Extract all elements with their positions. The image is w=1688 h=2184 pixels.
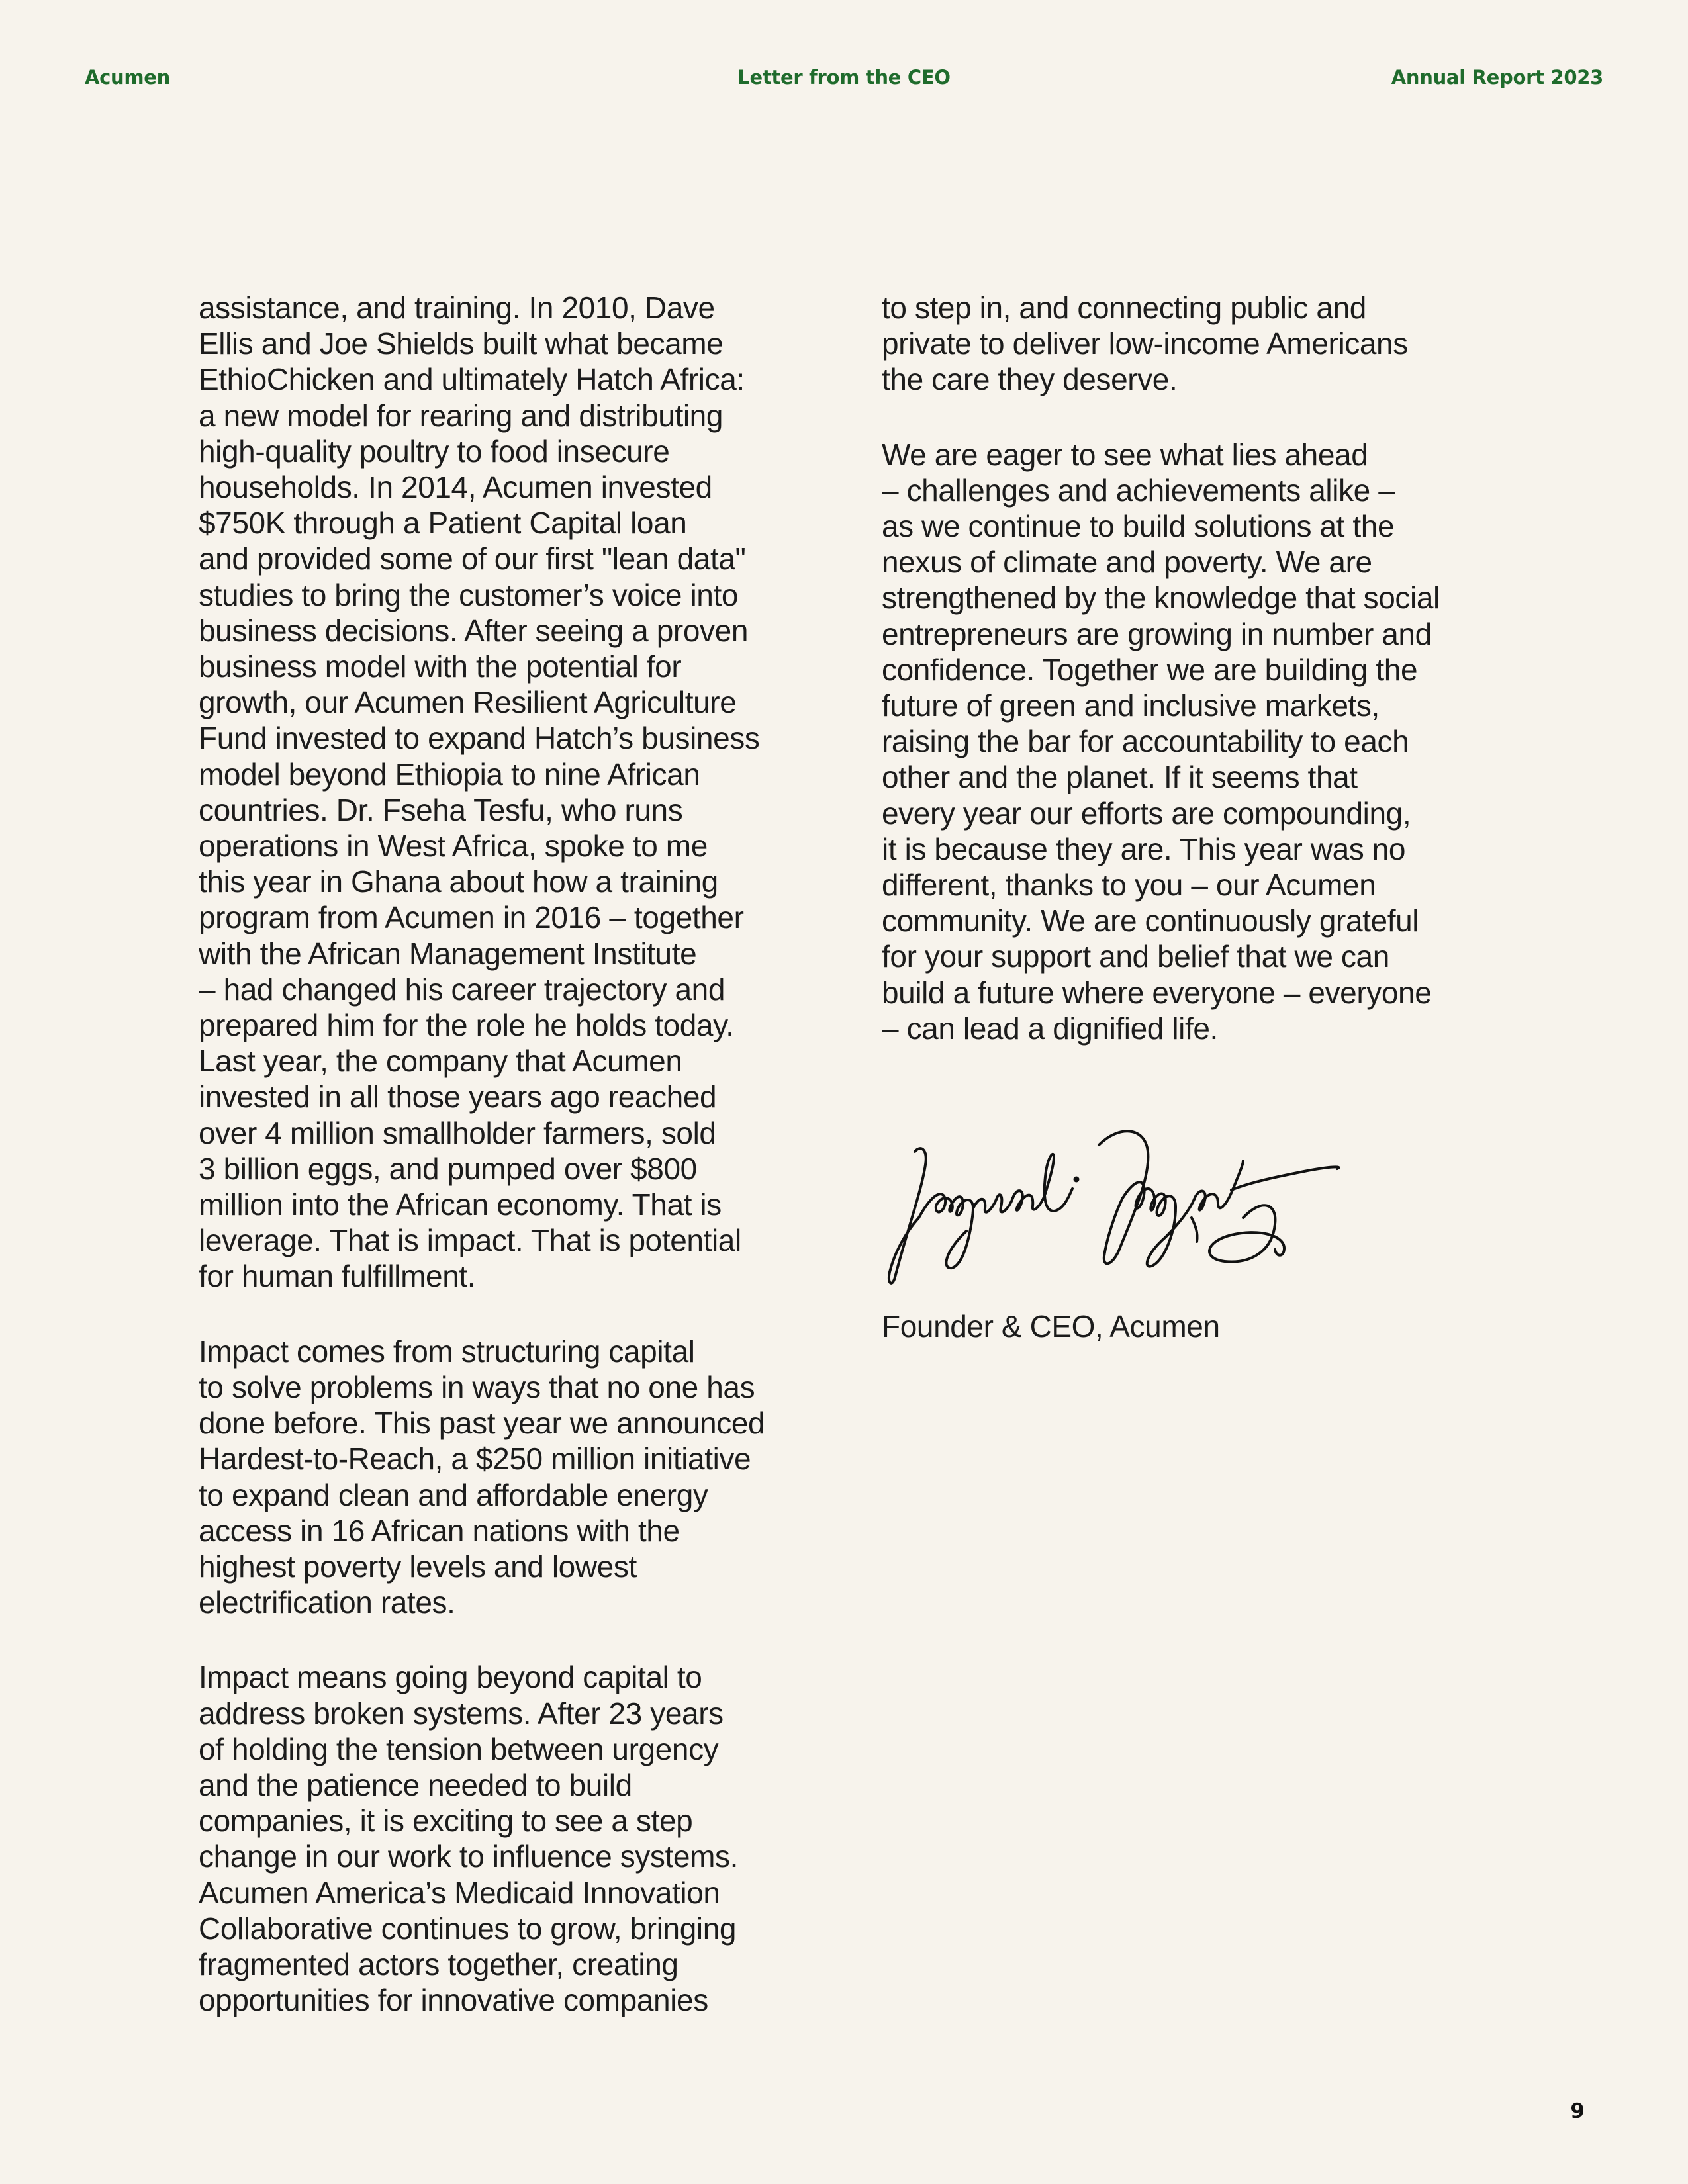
handwritten-signature (880, 1118, 1357, 1291)
paragraph: We are eager to see what lies ahead – challenges and achievements alike – as we continue to build solutions at the nexus of climate and poverty. We are strengthened by the knowledge that social entrepreneurs are growing in number and confidence. Together we are building the future of green and inclusive markets, raising the bar for accountability to each other and the planet. If it seems that every year our efforts are compounding, it is because they are. This year was no different, thanks to you – our Acumen community. We are continuously grateful for your support and belief that we can build a future where everyone – everyone – can lead a dignified life. (882, 437, 1440, 1046)
signature-caption: Founder & CEO, Acumen (882, 1309, 1220, 1343)
left-column (199, 290, 794, 2018)
page-number: 9 (1570, 2099, 1585, 2123)
header-report-title: Annual Report 2023 (1391, 66, 1603, 89)
right-column (882, 290, 1491, 1046)
paragraph: assistance, and training. In 2010, Dave Ellis and Joe Shields built what became EthioChicken and ultimately Hatch Africa: a new model for rearing and distributing high-quality poultry to food insecure households. In 2014, Acumen invested $750K through a Patient Capital loan and provided some of our first "lean data" studies to bring the customer’s voice into business decisions. After seeing a proven business model with the potential for growth, our Acumen Resilient Agriculture Fund invested to expand Hatch’s business model beyond Ethiopia to nine African countries. Dr. Fseha Tesfu, who runs operations in West Africa, spoke to me this year in Ghana about how a training program from Acumen in 2016 – together with the African Management Institute – had changed his career trajectory and prepared him for the role he holds today. Last year, the company that Acumen invested in all those years ago reached over 4 million smallholder farmers, sold 3 billion eggs, and pumped over $800 million into the African economy. That is leverage. That is impact. That is potential for human fulfillment. (199, 291, 760, 1294)
paragraph: Impact comes from structuring capital to solve problems in ways that no one has done before. This past year we announced Hardest-to-Reach, a $250 million initiative to expand clean and affordable energy access in 16 African nations with the highest poverty levels and lowest electrification rates. (199, 1334, 765, 1620)
header-publisher: Acumen (85, 66, 171, 89)
header-section-title: Letter from the CEO (737, 66, 951, 89)
paragraph: Impact means going beyond capital to address broken systems. After 23 years of holding the tension between urgency and the patience needed to build companies, it is exciting to see a step change in our work to influence systems. Acumen America’s Medicaid Innovation Collaborative continues to grow, bringing fragmented actors together, creating opportunities for innovative companies (199, 1660, 738, 2018)
paragraph: to step in, and connecting public and private to deliver low-income Americans the care they deserve. (882, 291, 1408, 397)
